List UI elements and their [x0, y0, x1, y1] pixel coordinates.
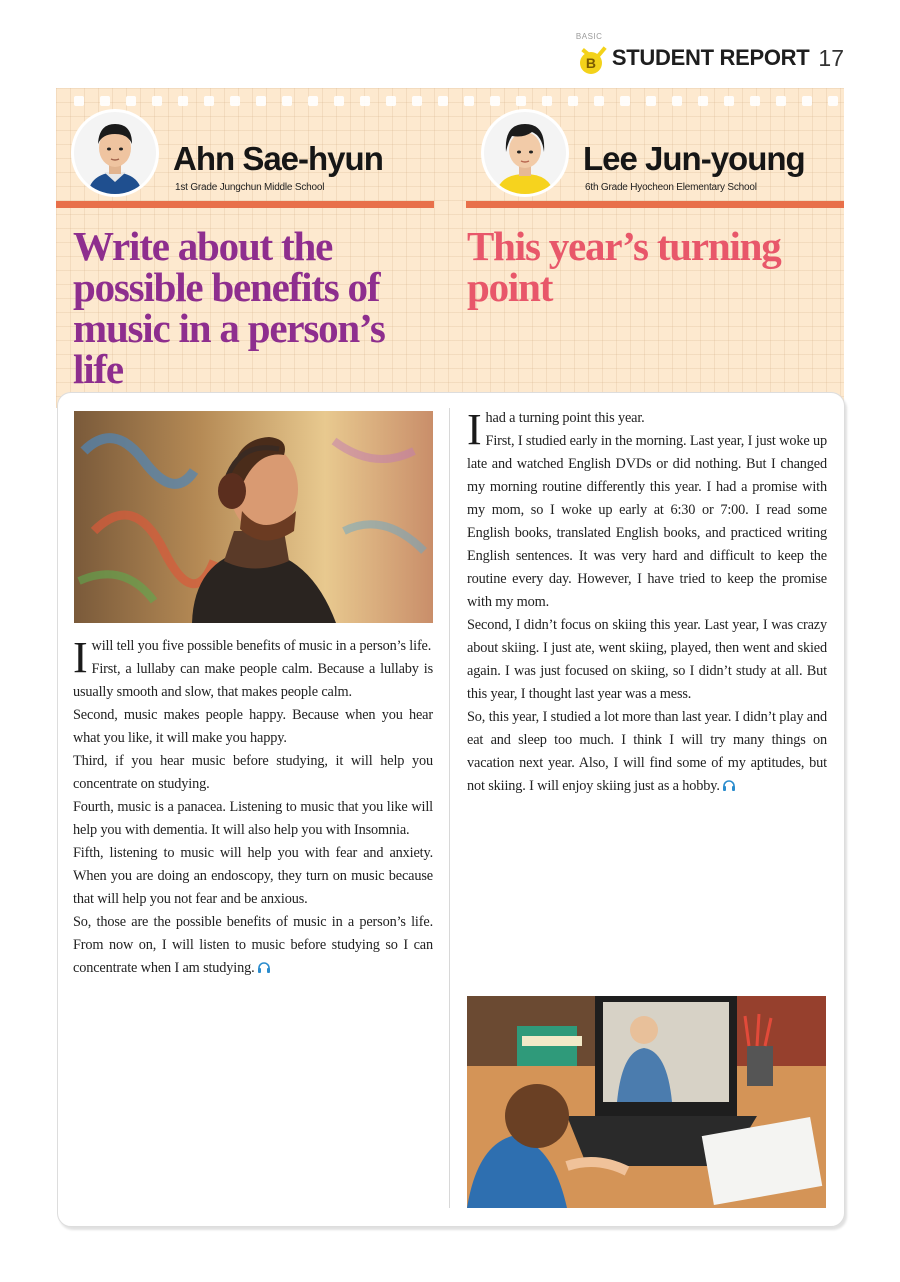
- badge-letter: B: [580, 52, 602, 74]
- article-title-right: This year’s turning point: [467, 223, 781, 310]
- student-school: 6th Grade Hyocheon Elementary School: [585, 182, 757, 193]
- paragraph: First, I studied early in the morning. Last year, I just woke up late and watched English DVDs or did nothing. But I changed my morning routine differently this year. I had a promise with my mom, so I woke up early at 6:30 or 7:00. I read some English books, translated English books, and practiced writing English sentences. It was very hard and difficult to keep the routine every day. However, I have tried to keep the promise with my mom.: [467, 433, 827, 610]
- header-rule: [56, 201, 434, 208]
- page-number: 17: [818, 45, 844, 71]
- music-listener-photo: [74, 411, 433, 623]
- page-header: [576, 28, 844, 76]
- paragraph: Third, if you hear music before studying, it will help you concentrate on studying.: [73, 753, 433, 792]
- paragraph: I had a turning point this year.: [467, 405, 645, 454]
- avatar: [74, 112, 156, 194]
- report-title: STUDENT REPORT: [611, 45, 810, 70]
- paragraph: Fifth, listening to music will help you with fear and anxiety. When you are doing an endoscopy, they turn on music because that will help you not fear and be anxious.: [73, 845, 433, 907]
- header-rule: [466, 201, 844, 208]
- paragraph: Fourth, music is a panacea. Listening to music that you like will help you with dementia. It will also help you with Insomnia.: [73, 799, 433, 838]
- paragraph: So, this year, I studied a lot more than last year. I didn’t play and eat and sleep too much. I think I will try many things on vacation next year. Also, I will find some of my aptitudes, but not skiing. I will enjoy skiing just as a hobby.: [467, 709, 827, 794]
- article-body-left: [73, 635, 433, 980]
- headphones-icon: [257, 961, 271, 973]
- student-school: 1st Grade Jungchun Middle School: [175, 182, 325, 193]
- article-body-right: [467, 407, 827, 798]
- student-name: Ahn Sae-hyun: [173, 140, 383, 177]
- paragraph: Second, music makes people happy. Because when you hear what you like, it will make you happy.: [73, 707, 433, 746]
- column-divider: [449, 408, 450, 1208]
- student-header-left: [56, 110, 434, 210]
- article-title-left: Write about the possible benefits of music in a person’s life: [73, 223, 385, 392]
- student-name: Lee Jun-young: [583, 140, 805, 177]
- paragraph: I will tell you five possible benefits of music in a person’s life.: [73, 633, 432, 682]
- badge-basic-label: BASIC: [575, 32, 603, 41]
- headphones-icon: [722, 779, 736, 791]
- paragraph: So, those are the possible benefits of music in a person’s life. From now on, I will listen to music before studying so I can concentrate when I am studying.: [73, 914, 433, 976]
- drop-cap: I: [73, 633, 88, 682]
- paragraph: First, a lullaby can make people calm. Because a lullaby is usually smooth and slow, that makes people calm.: [73, 661, 433, 700]
- basic-badge-logo: [576, 32, 606, 76]
- student-header-right: [466, 110, 844, 210]
- online-study-photo: [467, 996, 826, 1208]
- drop-cap: I: [467, 405, 482, 454]
- perforation-dots: [74, 96, 864, 106]
- paragraph: Second, I didn’t focus on skiing this year. Last year, I was crazy about skiing. I just ate, went skiing, played, then went and skied again. I was just focused on skiing, so I didn’t study at all. But this year, I thought last year was a mess.: [467, 617, 827, 702]
- avatar: [484, 112, 566, 194]
